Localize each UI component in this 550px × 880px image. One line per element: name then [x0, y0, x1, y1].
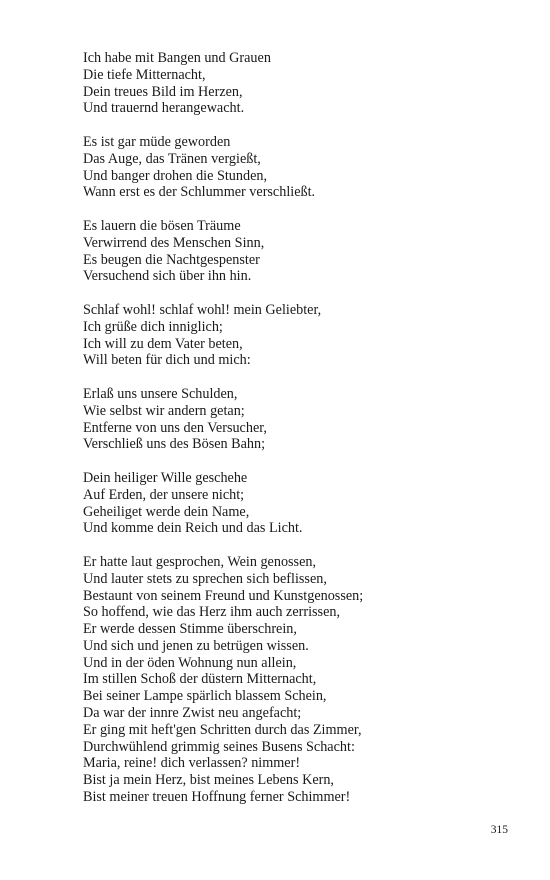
stanza-5: [83, 386, 523, 453]
verse-line: Entferne von uns den Versucher,: [83, 419, 267, 436]
stanza-3: [83, 218, 523, 285]
verse-line: Es ist gar müde geworden: [83, 133, 231, 150]
verse-line: Da war der innre Zwist neu angefacht;: [83, 705, 302, 722]
verse-line: Es beugen die Nachtgespenster: [83, 251, 260, 268]
verse-line: Ich will zu dem Vater beten,: [83, 335, 243, 352]
verse-line: Erlaß uns unsere Schulden,: [83, 385, 238, 402]
verse-line: Und sich und jenen zu betrügen wissen.: [83, 637, 309, 654]
verse-line: Bist meiner treuen Hoffnung ferner Schimmer!: [83, 789, 351, 806]
verse-line: Er werde dessen Stimme überschrein,: [83, 621, 297, 638]
page-number: 315: [490, 824, 508, 836]
verse-line: Geheiliget werde dein Name,: [83, 503, 250, 520]
verse-line: Wann erst es der Schlummer verschließt.: [83, 184, 316, 201]
verse-line: Wie selbst wir andern getan;: [83, 402, 245, 419]
verse-line: Verschließ uns des Bösen Bahn;: [83, 436, 266, 453]
verse-line: Und komme dein Reich und das Licht.: [83, 520, 303, 537]
verse-line: Er hatte laut gesprochen, Wein genossen,: [83, 553, 317, 570]
stanza-7: [83, 554, 523, 806]
verse-line: Dein heiliger Wille geschehe: [83, 469, 248, 486]
verse-line: Bei seiner Lampe spärlich blassem Schein,: [83, 688, 327, 705]
verse-line: Ich grüße dich inniglich;: [83, 318, 223, 335]
verse-line: Verwirrend des Menschen Sinn,: [83, 234, 265, 251]
poem-text: [83, 50, 523, 823]
stanza-1: [83, 50, 523, 117]
verse-line: Schlaf wohl! schlaf wohl! mein Geliebter,: [83, 301, 322, 318]
stanza-4: [83, 302, 523, 369]
verse-line: Durchwühlend grimmig seines Busens Schacht:: [83, 738, 355, 755]
verse-line: Und trauernd herangewacht.: [83, 100, 245, 117]
stanza-2: [83, 134, 523, 201]
verse-line: Ich habe mit Bangen und Grauen: [83, 50, 271, 66]
verse-line: Das Auge, das Tränen vergießt,: [83, 150, 261, 167]
verse-line: Dein treues Bild im Herzen,: [83, 83, 243, 100]
verse-line: Und banger drohen die Stunden,: [83, 167, 268, 184]
verse-line: Im stillen Schoß der düstern Mitternacht,: [83, 671, 317, 688]
verse-line: Will beten für dich und mich:: [83, 352, 251, 369]
verse-line: Es lauern die bösen Träume: [83, 217, 241, 234]
stanza-6: [83, 470, 523, 537]
verse-line: Maria, reine! dich verlassen? nimmer!: [83, 755, 301, 772]
verse-line: Die tiefe Mitternacht,: [83, 66, 206, 83]
verse-line: So hoffend, wie das Herz ihm auch zerrissen,: [83, 604, 341, 621]
verse-line: Bist ja mein Herz, bist meines Lebens Kern,: [83, 772, 334, 789]
verse-line: Er ging mit heft'gen Schritten durch das Zimmer,: [83, 721, 362, 738]
verse-line: Bestaunt von seinem Freund und Kunstgenossen;: [83, 587, 364, 604]
verse-line: Und in der öden Wohnung nun allein,: [83, 654, 297, 671]
verse-line: Und lauter stets zu sprechen sich beflissen,: [83, 570, 327, 587]
verse-line: Versuchend sich über ihn hin.: [83, 268, 252, 285]
verse-line: Auf Erden, der unsere nicht;: [83, 486, 245, 503]
